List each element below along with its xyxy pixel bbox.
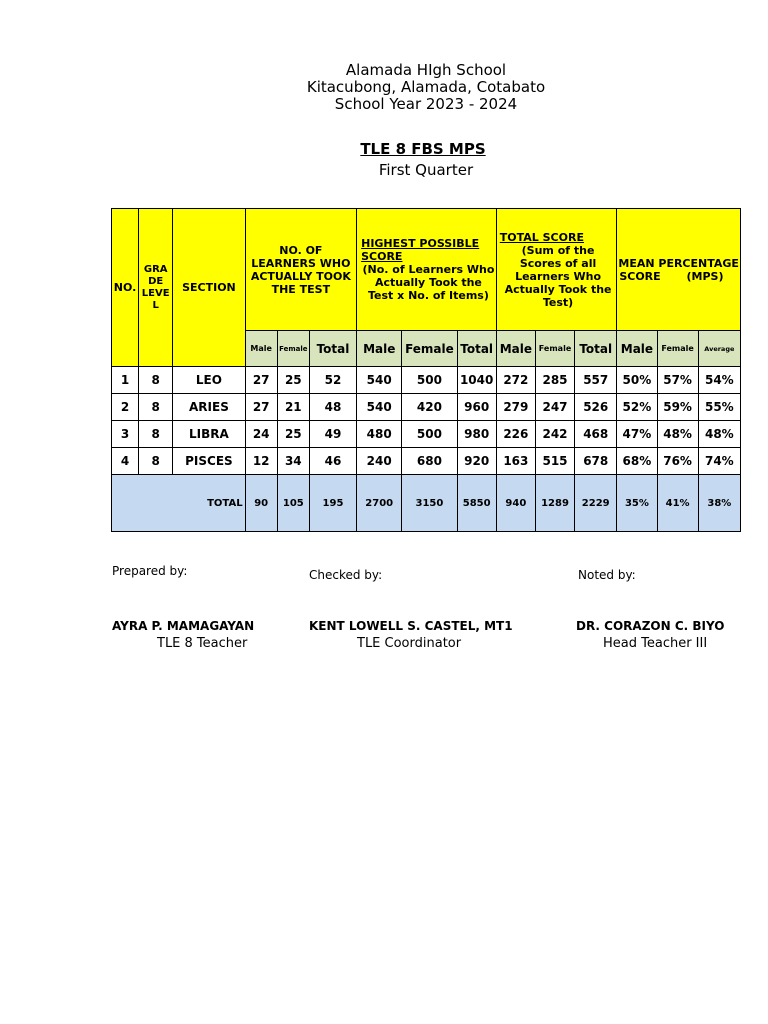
table-cell: 74% bbox=[698, 448, 740, 475]
mps-title-a: MEAN PERCENTAGE bbox=[618, 256, 739, 270]
total-cell: 2700 bbox=[357, 475, 402, 532]
col-section-header: SECTION bbox=[173, 209, 245, 367]
col-hps-header bbox=[357, 209, 497, 331]
table-cell: 52 bbox=[309, 367, 356, 394]
col-grade-header: GRA DE LEVE L bbox=[139, 209, 173, 367]
ts-total-header: Total bbox=[575, 331, 617, 367]
mps-average-header: Average bbox=[698, 331, 740, 367]
table-cell: 25 bbox=[277, 367, 309, 394]
table-cell: 468 bbox=[575, 421, 617, 448]
table-cell: 247 bbox=[535, 394, 574, 421]
table-cell: 34 bbox=[277, 448, 309, 475]
total-cell: 940 bbox=[496, 475, 535, 532]
table-cell: 2 bbox=[112, 394, 139, 421]
table-cell: 680 bbox=[402, 448, 457, 475]
prepared-by-label: Prepared by: bbox=[112, 564, 188, 578]
table-cell: 8 bbox=[139, 367, 173, 394]
table-cell: 226 bbox=[496, 421, 535, 448]
table-cell: 540 bbox=[357, 367, 402, 394]
table-cell: 240 bbox=[357, 448, 402, 475]
table-row bbox=[112, 448, 741, 475]
document-title: TLE 8 FBS MPS bbox=[360, 140, 486, 158]
table-cell: 500 bbox=[402, 421, 457, 448]
total-score-title: TOTAL SCORE bbox=[499, 230, 584, 244]
table-cell: 25 bbox=[277, 421, 309, 448]
table-cell: 24 bbox=[245, 421, 277, 448]
mps-female-header: Female bbox=[657, 331, 698, 367]
total-cell: 90 bbox=[245, 475, 277, 532]
learners-total-header: Total bbox=[309, 331, 356, 367]
table-cell: 420 bbox=[402, 394, 457, 421]
col-total-score-header bbox=[496, 209, 617, 331]
table-cell: 21 bbox=[277, 394, 309, 421]
total-score-description: (Sum of the Scores of all Learners Who Actually Took the Test) bbox=[504, 243, 612, 309]
checked-by-label: Checked by: bbox=[309, 568, 383, 582]
table-cell: 3 bbox=[112, 421, 139, 448]
table-cell: 1 bbox=[112, 367, 139, 394]
table-row bbox=[112, 394, 741, 421]
table-cell: 920 bbox=[457, 448, 496, 475]
col-learners-header: NO. OF LEARNERS WHO ACTUALLY TOOK THE TEST bbox=[245, 209, 357, 331]
table-cell: 54% bbox=[698, 367, 740, 394]
total-cell: 105 bbox=[277, 475, 309, 532]
table-cell: 57% bbox=[657, 367, 698, 394]
table-cell: 8 bbox=[139, 421, 173, 448]
table-cell: 960 bbox=[457, 394, 496, 421]
table-row bbox=[112, 367, 741, 394]
checked-by-name: KENT LOWELL S. CASTEL, MT1 bbox=[309, 619, 513, 633]
total-row bbox=[112, 475, 741, 532]
school-address: Kitacubong, Alamada, Cotabato bbox=[306, 78, 546, 96]
table-cell: 4 bbox=[112, 448, 139, 475]
table-cell: 12 bbox=[245, 448, 277, 475]
header-row bbox=[112, 209, 741, 331]
hps-description: (No. of Learners Who Actually Took the Test x No. of Items) bbox=[362, 263, 495, 302]
table-cell: 46 bbox=[309, 448, 356, 475]
noted-by-label: Noted by: bbox=[578, 568, 636, 582]
learners-female-header: Female bbox=[277, 331, 309, 367]
table-cell: PISCES bbox=[173, 448, 245, 475]
hps-male-header: Male bbox=[357, 331, 402, 367]
table-cell: 48% bbox=[698, 421, 740, 448]
table-cell: 163 bbox=[496, 448, 535, 475]
total-cell: 41% bbox=[657, 475, 698, 532]
table-cell: 8 bbox=[139, 448, 173, 475]
table-cell: 49 bbox=[309, 421, 356, 448]
table-cell: 500 bbox=[402, 367, 457, 394]
col-mps-header bbox=[617, 209, 741, 331]
table-cell: 68% bbox=[617, 448, 657, 475]
table-cell: 285 bbox=[535, 367, 574, 394]
total-label: TOTAL bbox=[112, 475, 246, 532]
mps-table bbox=[111, 208, 741, 532]
checked-by-role: TLE Coordinator bbox=[357, 636, 462, 651]
table-cell: 279 bbox=[496, 394, 535, 421]
table-cell: 59% bbox=[657, 394, 698, 421]
table-cell: 50% bbox=[617, 367, 657, 394]
table-cell: 480 bbox=[357, 421, 402, 448]
table-cell: 48% bbox=[657, 421, 698, 448]
hps-female-header: Female bbox=[402, 331, 457, 367]
mps-title-b bbox=[617, 270, 740, 283]
mps-score-word: SCORE bbox=[619, 269, 661, 283]
total-cell: 2229 bbox=[575, 475, 617, 532]
total-cell: 35% bbox=[617, 475, 657, 532]
table-cell: 540 bbox=[357, 394, 402, 421]
noted-by-role: Head Teacher III bbox=[603, 636, 708, 651]
learners-male-header: Male bbox=[245, 331, 277, 367]
ts-male-header: Male bbox=[496, 331, 535, 367]
col-no-header: NO. bbox=[112, 209, 139, 367]
table-cell: LEO bbox=[173, 367, 245, 394]
table-row bbox=[112, 421, 741, 448]
ts-female-header: Female bbox=[535, 331, 574, 367]
school-name: Alamada HIgh School bbox=[345, 61, 507, 79]
prepared-by-name: AYRA P. MAMAGAYAN bbox=[112, 619, 255, 633]
table-cell: 526 bbox=[575, 394, 617, 421]
table-cell: ARIES bbox=[173, 394, 245, 421]
mps-male-header: Male bbox=[617, 331, 657, 367]
total-cell: 3150 bbox=[402, 475, 457, 532]
hps-title: HIGHEST POSSIBLE SCORE bbox=[361, 237, 480, 263]
school-year: School Year 2023 - 2024 bbox=[334, 95, 518, 113]
total-cell: 38% bbox=[698, 475, 740, 532]
table-cell: 47% bbox=[617, 421, 657, 448]
total-cell: 5850 bbox=[457, 475, 496, 532]
table-cell: 48 bbox=[309, 394, 356, 421]
table-cell: 980 bbox=[457, 421, 496, 448]
mps-abbrev: (MPS) bbox=[686, 269, 724, 283]
table-cell: 557 bbox=[575, 367, 617, 394]
total-cell: 1289 bbox=[535, 475, 574, 532]
table-cell: 515 bbox=[535, 448, 574, 475]
table-cell: 242 bbox=[535, 421, 574, 448]
table-cell: 52% bbox=[617, 394, 657, 421]
table-cell: 678 bbox=[575, 448, 617, 475]
hps-total-header: Total bbox=[457, 331, 496, 367]
table-cell: 27 bbox=[245, 394, 277, 421]
total-cell: 195 bbox=[309, 475, 356, 532]
quarter-label: First Quarter bbox=[378, 161, 474, 179]
noted-by-name: DR. CORAZON C. BIYO bbox=[576, 619, 725, 633]
table-cell: 27 bbox=[245, 367, 277, 394]
table-cell: 272 bbox=[496, 367, 535, 394]
table-cell: 8 bbox=[139, 394, 173, 421]
table-cell: 76% bbox=[657, 448, 698, 475]
table-cell: 1040 bbox=[457, 367, 496, 394]
prepared-by-role: TLE 8 Teacher bbox=[157, 636, 248, 651]
table-cell: LIBRA bbox=[173, 421, 245, 448]
table-cell: 55% bbox=[698, 394, 740, 421]
